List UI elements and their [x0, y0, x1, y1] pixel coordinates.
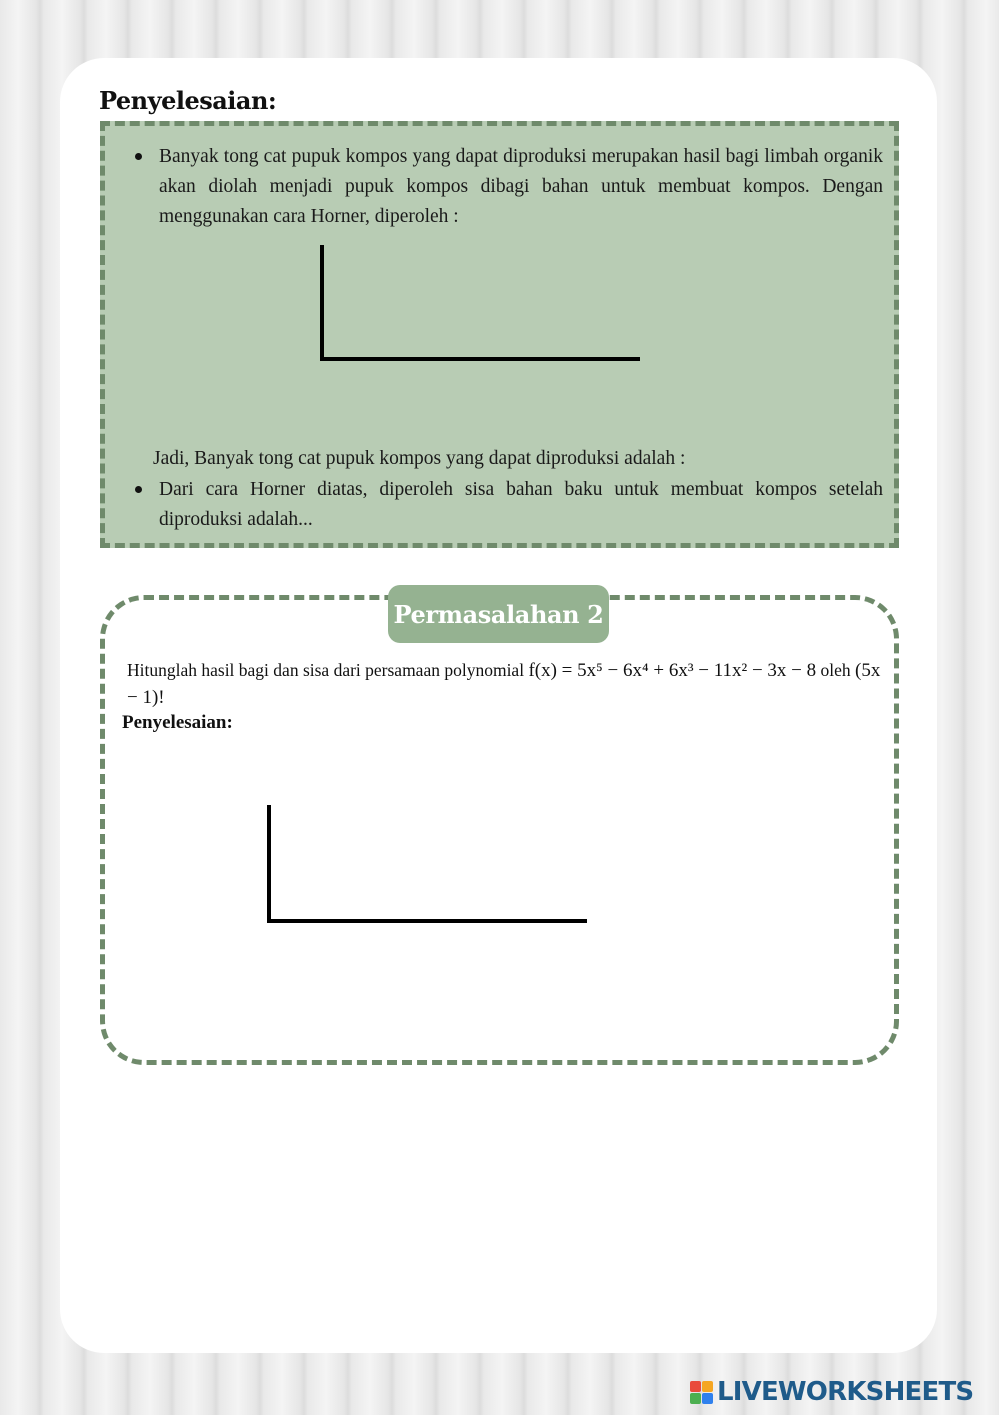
section2-heading: Penyelesaian: [122, 712, 233, 733]
horner-answer-area-2[interactable] [267, 805, 587, 923]
brand-name: LIVEWORKSHEETS [717, 1377, 974, 1407]
liveworksheets-logo[interactable] [690, 1376, 973, 1408]
problem-box-2 [100, 595, 899, 1065]
solution-box-1 [100, 121, 899, 548]
question-lead: Hitunglah hasil bagi dan sisa dari persamaan polynomial [127, 660, 525, 680]
divisor-expression: (5x − 1)! [127, 660, 881, 708]
polynomial-expression: f(x) = 5x⁵ − 6x⁴ + 6x³ − 11x² − 3x − 8 [528, 660, 817, 681]
bullet-item-1: Banyak tong cat pupuk kompos yang dapat diproduksi merupakan hasil bagi limbah organik akan diolah menjadi pupuk kompos dibagi bahan untuk membuat kompos. Dengan menggunakan cara Horner, diperoleh : [159, 142, 883, 232]
logo-square-4 [702, 1393, 713, 1404]
conclusion-text: Jadi, Banyak tong cat pupuk kompos yang dapat diproduksi adalah : [153, 448, 686, 469]
section1-heading: Penyelesaian: [99, 86, 277, 115]
question-text [127, 657, 882, 711]
logo-square-2 [702, 1381, 713, 1392]
logo-square-3 [690, 1393, 701, 1404]
question-connector: oleh [820, 660, 851, 680]
bullet-item-2: Dari cara Horner diatas, diperoleh sisa bahan baku untuk membuat kompos setelah diproduksi adalah... [159, 475, 883, 535]
problem-badge: Permasalahan 2 [388, 585, 609, 643]
logo-square-1 [690, 1381, 701, 1392]
horner-answer-area-1[interactable] [320, 245, 640, 361]
liveworksheets-icon [690, 1381, 713, 1404]
